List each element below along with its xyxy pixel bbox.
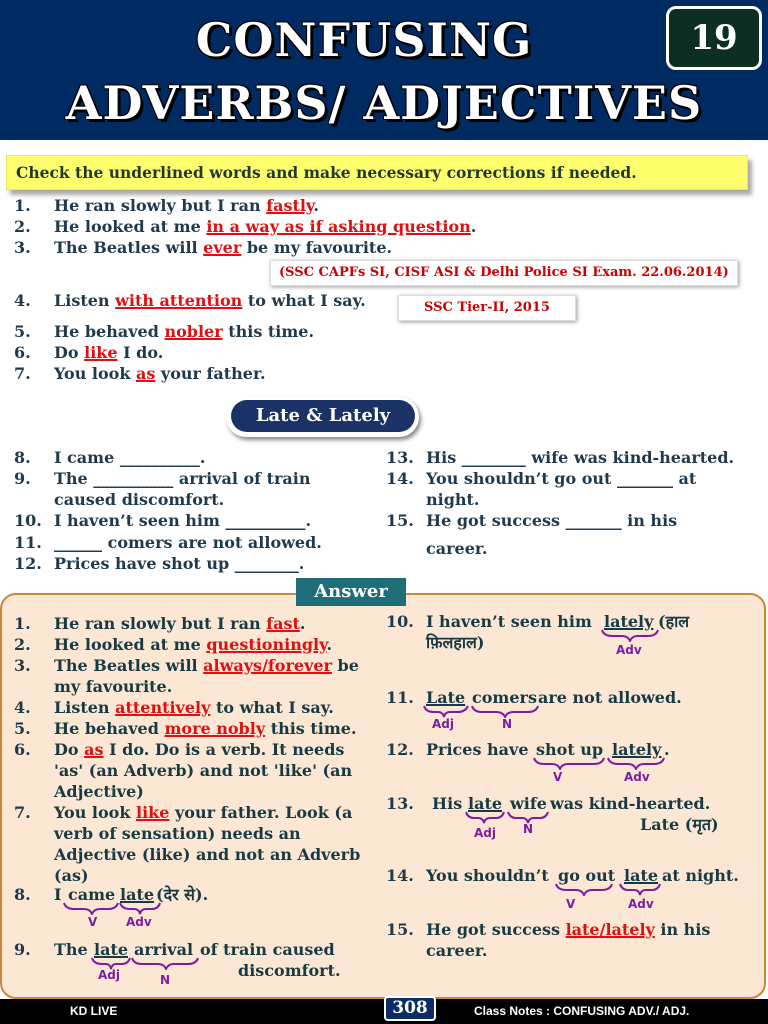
- pos-label-verb: V: [566, 897, 576, 911]
- answer-1: [54, 614, 305, 635]
- answer-noun: wife: [510, 794, 547, 813]
- answer-correction: lately: [604, 612, 654, 631]
- brace-annotation: [420, 704, 550, 718]
- answer-6: [54, 740, 344, 761]
- blank-question: night.: [426, 490, 480, 509]
- answer-correction: always/forever: [203, 656, 332, 675]
- underlined-word: as: [135, 364, 156, 383]
- title-line-1: CONFUSING: [195, 13, 533, 67]
- question-text: to what I say.: [242, 291, 366, 310]
- pos-label-noun: N: [160, 973, 171, 987]
- pos-label-adverb: Adv: [628, 897, 654, 911]
- answer-text: I haven’t seen him: [426, 612, 592, 631]
- blank-question: caused discomfort.: [54, 490, 225, 509]
- brace-verb: [556, 884, 612, 895]
- answer-text: You look: [54, 803, 136, 822]
- answer-label: Answer: [296, 578, 406, 606]
- question-7: [54, 364, 266, 384]
- answer-text: फ़िलहाल): [426, 633, 485, 652]
- answer-correction: late/lately: [565, 920, 655, 939]
- answer-5: [54, 719, 357, 740]
- section-title-late-lately: Late & Lately: [231, 400, 415, 432]
- answer-text: He looked at me: [54, 635, 207, 654]
- pos-label-adverb: Adv: [624, 770, 650, 784]
- answer-correction: questioningly: [206, 635, 327, 654]
- answer-number: 6.: [14, 740, 31, 759]
- underlined-word: ever: [203, 238, 242, 257]
- brace-noun: [132, 958, 198, 969]
- answer-text: in his: [654, 920, 711, 939]
- question-text: He behaved: [54, 322, 165, 341]
- answer-text: He behaved: [54, 719, 165, 738]
- answer-text: discomfort.: [238, 961, 341, 980]
- answer-text: Do: [54, 740, 85, 759]
- answer-2: [54, 635, 332, 656]
- brace-annotation: [60, 901, 170, 915]
- question-number: 8.: [14, 448, 31, 467]
- answer-text: Adjective (like) and not an Adverb: [54, 845, 361, 864]
- answer-correction: late: [120, 885, 155, 904]
- underlined-word: in a way as if asking question: [206, 217, 471, 236]
- blank-question: ______ comers are not allowed.: [54, 533, 322, 552]
- question-4: [54, 291, 366, 311]
- title-line-2: ADVERBS/ ADJECTIVES: [65, 76, 703, 130]
- question-text: be my favourite.: [241, 238, 393, 257]
- brace-verb: [64, 903, 118, 914]
- answer-text: (देर से).: [156, 885, 209, 904]
- brace-adverb: [608, 758, 664, 769]
- underlined-word: with attention: [115, 291, 243, 310]
- answer-number: 15.: [386, 920, 414, 939]
- answer-4: [54, 698, 334, 719]
- brace-annotation: [600, 628, 664, 642]
- question-number: 4.: [14, 291, 31, 310]
- brace-adjective: [424, 706, 468, 717]
- blank-question: He got success _______ in his: [426, 511, 678, 530]
- instruction-text: Check the underlined words and make necessary corrections if needed.: [16, 163, 637, 182]
- answer-7: [54, 803, 352, 824]
- answer-correction: as: [84, 740, 104, 759]
- question-number: 14.: [386, 469, 414, 488]
- answer-correction: attentively: [115, 698, 211, 717]
- question-text: Do: [54, 343, 85, 362]
- brace-verb: [534, 758, 604, 769]
- question-text: He ran slowly but I ran: [54, 196, 267, 215]
- brace-noun: [472, 706, 538, 717]
- exam-source-2: SSC Tier-II, 2015: [398, 295, 576, 321]
- question-number: 9.: [14, 469, 31, 488]
- underlined-word: nobler: [164, 322, 223, 341]
- answer-15: [426, 920, 710, 941]
- footer-class-notes: Class Notes : CONFUSING ADV./ ADJ.: [474, 1004, 690, 1018]
- answer-correction: late: [94, 940, 129, 959]
- brace-annotation: [552, 882, 664, 896]
- answer-number: 13.: [386, 794, 414, 813]
- answer-text: Adjective): [54, 782, 144, 801]
- answer-text: was kind-hearted.: [550, 794, 711, 813]
- answer-text: Late (मृत): [640, 815, 719, 834]
- brace-annotation: [462, 810, 562, 824]
- answer-text: career.: [426, 941, 488, 960]
- answer-text: .: [326, 635, 333, 654]
- question-1: [54, 196, 319, 216]
- pos-label-adverb: Adv: [616, 643, 642, 657]
- answer-text: my favourite.: [54, 677, 173, 696]
- question-text: .: [313, 196, 319, 215]
- question-text: You look: [54, 364, 136, 383]
- blank-question: The __________ arrival of train: [54, 469, 311, 488]
- footer-page-number: 308: [384, 996, 436, 1021]
- question-number: 6.: [14, 343, 31, 362]
- question-text: He looked at me: [54, 217, 207, 236]
- question-number: 12.: [14, 554, 42, 573]
- answer-number: 11.: [386, 688, 414, 707]
- question-text: your father.: [155, 364, 266, 383]
- answer-correction: late: [624, 866, 659, 885]
- brace-adverb: [602, 630, 658, 641]
- answer-correction: like: [135, 803, 170, 822]
- answer-number: 3.: [14, 656, 31, 675]
- question-text: I do.: [117, 343, 164, 362]
- answer-number: 12.: [386, 740, 414, 759]
- answer-correction: fast: [266, 614, 300, 633]
- answer-number: 10.: [386, 612, 414, 631]
- answer-noun: arrival: [134, 940, 194, 959]
- answer-text: (हाल: [658, 612, 690, 631]
- answer-text: to what I say.: [210, 698, 334, 717]
- answer-text: The Beatles will: [54, 656, 204, 675]
- answer-3: [54, 656, 359, 677]
- underlined-word: fastly: [266, 196, 314, 215]
- answer-text: Prices have: [426, 740, 529, 759]
- answer-text: I: [54, 885, 62, 904]
- exam-source-1: (SSC CAPFs SI, CISF ASI & Delhi Police SI Exam. 22.06.2014): [270, 260, 738, 286]
- answer-correction: more nobly: [164, 719, 266, 738]
- pos-label-adverb: Adv: [126, 915, 152, 929]
- pos-label-adjective: Adj: [432, 717, 454, 731]
- answer-text: .: [664, 740, 670, 759]
- answer-correction: lately: [612, 740, 662, 759]
- answer-text: You shouldn’t: [426, 866, 549, 885]
- answer-text: this time.: [265, 719, 357, 738]
- question-text: this time.: [222, 322, 315, 341]
- question-number: 5.: [14, 322, 31, 341]
- question-text: .: [470, 217, 477, 236]
- underlined-word: like: [84, 343, 118, 362]
- blank-question: I haven’t seen him __________.: [54, 511, 312, 530]
- answer-text: He ran slowly but I ran: [54, 614, 267, 633]
- pos-label-noun: N: [523, 822, 534, 836]
- answer-text: His: [432, 794, 463, 813]
- answer-number: 7.: [14, 803, 31, 822]
- answer-verb: shot up: [536, 740, 604, 759]
- question-2: [54, 217, 476, 237]
- answer-correction: late: [468, 794, 503, 813]
- blank-question: His ________ wife was kind-hearted.: [426, 448, 735, 467]
- question-5: [54, 322, 314, 342]
- answer-text: be: [331, 656, 359, 675]
- question-text: Listen: [54, 291, 116, 310]
- answer-number: 8.: [14, 885, 31, 904]
- answer-number: 9.: [14, 940, 31, 959]
- question-number: 11.: [14, 533, 42, 552]
- question-number: 15.: [386, 511, 414, 530]
- answer-text: (as): [54, 866, 89, 885]
- question-number: 7.: [14, 364, 31, 383]
- question-text: The Beatles will: [54, 238, 204, 257]
- pos-label-verb: V: [553, 770, 563, 784]
- answer-text: He got success: [426, 920, 566, 939]
- brace-annotation: [532, 756, 672, 770]
- chapter-number-badge: 19: [666, 6, 762, 70]
- question-number: 2.: [14, 217, 31, 236]
- answer-text: I do. Do is a verb. It needs: [103, 740, 345, 759]
- answer-number: 5.: [14, 719, 31, 738]
- pos-label-adjective: Adj: [98, 968, 120, 982]
- pos-label-noun: N: [502, 717, 513, 731]
- answer-text: .: [299, 614, 306, 633]
- answer-noun: comers: [472, 688, 537, 707]
- question-3: [54, 238, 392, 258]
- answer-number: 2.: [14, 635, 31, 654]
- question-number: 13.: [386, 448, 414, 467]
- blank-question: You shouldn’t go out _______ at: [426, 469, 697, 488]
- brace-adverb: [120, 903, 160, 914]
- footer-brand: KD LIVE: [70, 1004, 118, 1018]
- answer-text: at night.: [662, 866, 739, 885]
- question-6: [54, 343, 163, 363]
- pos-label-verb: V: [88, 915, 98, 929]
- answer-text: your father. Look (a: [169, 803, 353, 822]
- answer-verb: came: [68, 885, 116, 904]
- brace-adverb: [620, 884, 660, 895]
- blank-question: I came __________.: [54, 448, 206, 467]
- answer-number: 14.: [386, 866, 414, 885]
- answer-number: 4.: [14, 698, 31, 717]
- answer-text: Listen: [54, 698, 116, 717]
- pos-label-adjective: Adj: [474, 826, 496, 840]
- question-number: 10.: [14, 511, 42, 530]
- blank-question: career.: [426, 539, 488, 558]
- blank-question: Prices have shot up ________.: [54, 554, 305, 573]
- answer-correction: Late: [426, 688, 466, 707]
- answer-text: 'as' (an Adverb) and not 'like' (an: [54, 761, 353, 780]
- answer-verb: go out: [558, 866, 616, 885]
- answer-text: verb of sensation) needs an: [54, 824, 301, 843]
- answer-text: of train caused: [200, 940, 335, 959]
- question-number: 3.: [14, 238, 31, 257]
- answer-number: 1.: [14, 614, 31, 633]
- question-number: 1.: [14, 196, 31, 215]
- brace-adjective: [466, 812, 504, 823]
- answer-text: are not allowed.: [538, 688, 682, 707]
- answer-text: The: [54, 940, 88, 959]
